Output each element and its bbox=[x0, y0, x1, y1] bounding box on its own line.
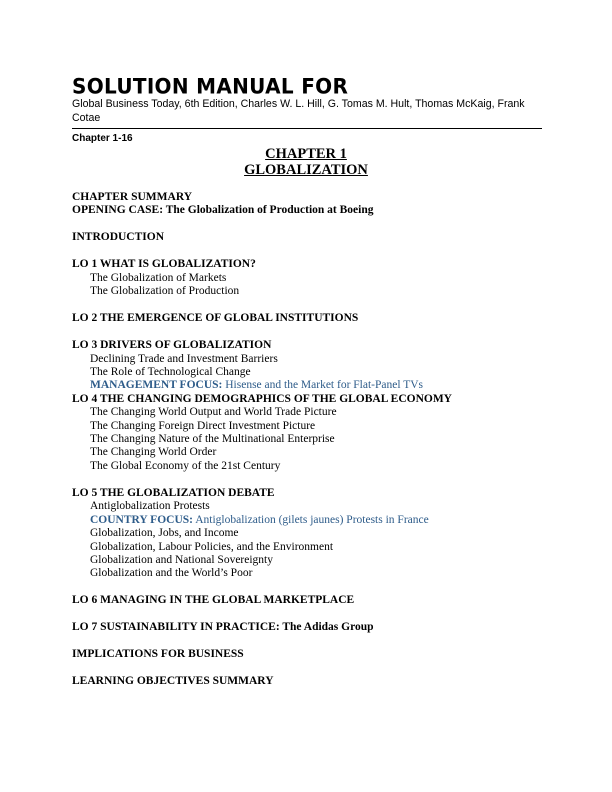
lo4-item: The Global Economy of the 21st Century bbox=[90, 459, 281, 472]
lo3-heading: LO 3 DRIVERS OF GLOBALIZATION bbox=[72, 339, 272, 352]
country-focus-item bbox=[72, 514, 542, 527]
management-focus-item bbox=[72, 379, 542, 392]
lo7-heading: LO 7 SUSTAINABILITY IN PRACTICE: The Adidas Group bbox=[72, 621, 374, 634]
lo5-item: Globalization and the World’s Poor bbox=[90, 567, 253, 580]
lo5-item: Globalization, Jobs, and Income bbox=[90, 527, 239, 540]
chapter-title: GLOBALIZATION bbox=[244, 162, 368, 178]
outline-summary: CHAPTER SUMMARY bbox=[72, 191, 193, 203]
manual-title: SOLUTION MANUAL FOR bbox=[72, 73, 349, 99]
country-focus-text: Antiglobalization (gilets jaunes) Protests in France bbox=[193, 513, 429, 526]
chapter-heading bbox=[72, 146, 540, 178]
lo5-heading: LO 5 THE GLOBALIZATION DEBATE bbox=[72, 486, 275, 499]
management-focus-label: MANAGEMENT FOCUS: bbox=[90, 379, 223, 392]
outline-objectives-summary: LEARNING OBJECTIVES SUMMARY bbox=[72, 675, 274, 688]
lo4-item: The Changing Foreign Direct Investment Picture bbox=[90, 419, 316, 432]
lo5-item: Globalization, Labour Policies, and the Environment bbox=[90, 540, 334, 553]
lo5-item: Antiglobalization Protests bbox=[90, 500, 210, 513]
header-divider bbox=[72, 128, 542, 129]
outline-implications: IMPLICATIONS FOR BUSINESS bbox=[72, 648, 244, 661]
lo3-item: The Role of Technological Change bbox=[90, 366, 251, 379]
outline-introduction: INTRODUCTION bbox=[72, 231, 165, 244]
lo1-item: The Globalization of Production bbox=[90, 285, 240, 298]
country-focus-label: COUNTRY FOCUS: bbox=[90, 513, 193, 526]
lo2-heading: LO 2 THE EMERGENCE OF GLOBAL INSTITUTIONS bbox=[72, 312, 359, 325]
chapter-outline bbox=[72, 191, 542, 689]
lo4-item: The Changing World Output and World Trade Picture bbox=[90, 406, 337, 419]
lo4-heading: LO 4 THE CHANGING DEMOGRAPHICS OF THE GLOBAL ECONOMY bbox=[72, 392, 452, 405]
lo1-item: The Globalization of Markets bbox=[90, 271, 227, 284]
lo5-item: Globalization and National Sovereignty bbox=[90, 553, 273, 566]
chapter-range: Chapter 1-16 bbox=[72, 133, 133, 144]
lo4-item: The Changing World Order bbox=[90, 446, 217, 459]
lo4-item: The Changing Nature of the Multinational Enterprise bbox=[90, 433, 335, 446]
management-focus-text: Hisense and the Market for Flat-Panel TVs bbox=[222, 379, 424, 392]
outline-opening-case: OPENING CASE: The Globalization of Production at Boeing bbox=[72, 204, 374, 217]
book-citation: Global Business Today, 6th Edition, Charles W. L. Hill, G. Tomas M. Hult, Thomas McKaig, Frank Cotae bbox=[72, 98, 525, 124]
lo6-heading: LO 6 MANAGING IN THE GLOBAL MARKETPLACE bbox=[72, 594, 355, 607]
lo3-item: Declining Trade and Investment Barriers bbox=[90, 352, 278, 365]
lo1-heading: LO 1 WHAT IS GLOBALIZATION? bbox=[72, 258, 256, 271]
chapter-number: CHAPTER 1 bbox=[265, 146, 347, 162]
